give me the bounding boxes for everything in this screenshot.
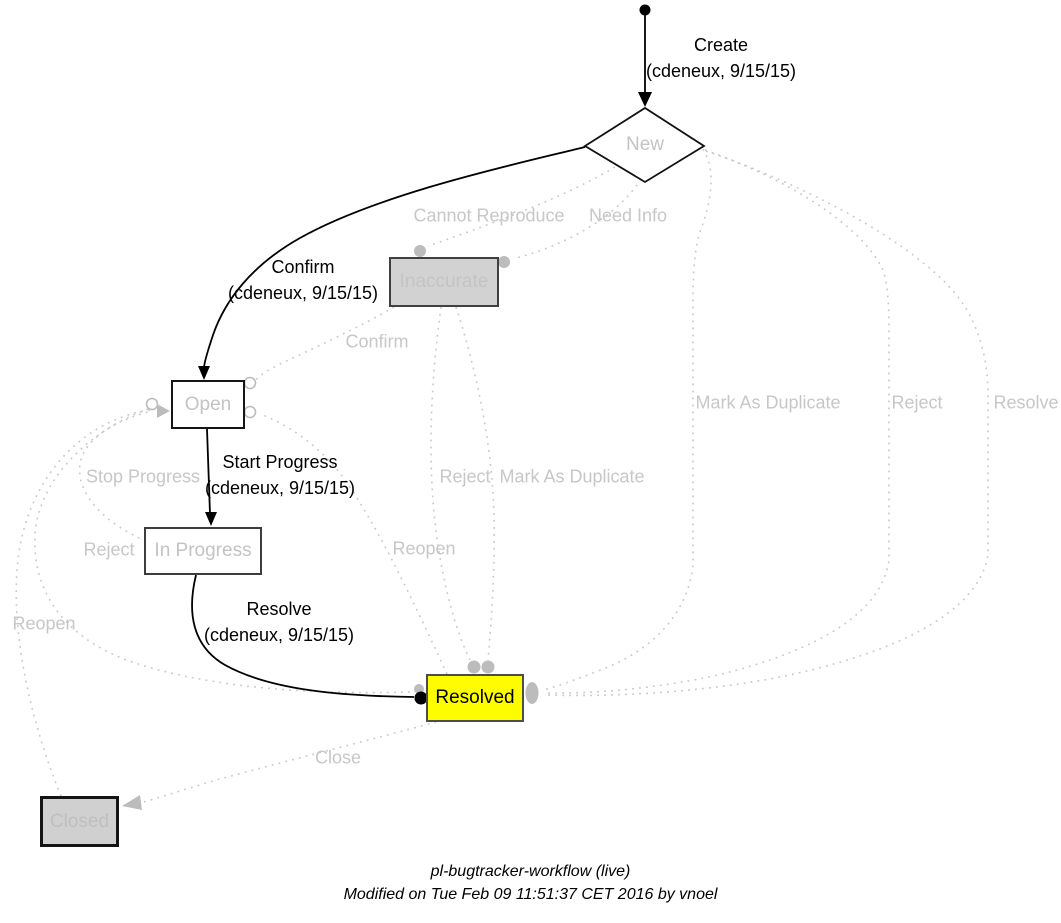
endpoint-dot	[414, 245, 426, 257]
arrowhead-into-open	[198, 366, 210, 380]
endpoint-dot	[468, 661, 481, 674]
edge-markdup-new-resolved	[543, 149, 711, 690]
edge-label-reject-right: Reject	[891, 392, 943, 413]
edge-label-mark-as-duplicate-mid: Mark As Duplicate	[499, 466, 645, 487]
edge-resolve-new-resolved	[545, 151, 988, 695]
node-open[interactable]: Open	[171, 380, 245, 429]
edge-label-start-progress-by: (cdeneux, 9/15/15)	[204, 478, 356, 498]
node-closed[interactable]: Closed	[40, 796, 119, 847]
edge-label-mark-as-duplicate-right: Mark As Duplicate	[695, 392, 841, 413]
edge-label-reopen-left: Reopen	[12, 613, 76, 634]
node-inaccurate[interactable]: Inaccurate	[389, 257, 499, 307]
node-resolved[interactable]: Resolved	[426, 674, 524, 722]
endpoint-dot	[526, 682, 539, 704]
arrowhead-into-inprogress	[205, 512, 217, 526]
endpoint-circle	[245, 378, 256, 389]
edge-label-confirm	[228, 254, 378, 306]
edge-label-confirm-gray: Confirm	[345, 331, 409, 352]
edge-label-resolve-by: (cdeneux, 9/15/15)	[203, 625, 355, 645]
edge-label-resolve-right: Resolve	[993, 392, 1059, 413]
edge-label-create-by: (cdeneux, 9/15/15)	[645, 61, 797, 81]
edge-label-create-action: Create	[693, 35, 749, 55]
node-in-progress[interactable]: In Progress	[144, 527, 262, 575]
edge-label-resolve	[204, 596, 354, 648]
endpoint-dot	[482, 661, 495, 674]
edge-label-cannot-reproduce: Cannot Reproduce	[413, 205, 565, 226]
workflow-title: pl-bugtracker-workflow (live)	[430, 863, 631, 880]
workflow-modified: Modified on Tue Feb 09 11:51:37 CET 2016 by vnoel	[343, 886, 718, 903]
gray-arrowhead-into-closed	[122, 795, 142, 810]
edge-label-start-progress	[205, 449, 355, 501]
edge-label-need-info: Need Info	[588, 205, 668, 226]
edge-label-reject-mid: Reject	[439, 466, 491, 487]
edge-label-confirm-by: (cdeneux, 9/15/15)	[227, 283, 379, 303]
endpoint-circle	[147, 399, 158, 410]
edge-label-confirm-action: Confirm	[271, 257, 335, 277]
edge-label-stop-progress: Stop Progress	[85, 466, 201, 487]
edge-label-reject-left: Reject	[83, 539, 135, 560]
endpoint-circle	[245, 407, 256, 418]
edge-label-create	[646, 32, 796, 84]
edge-label-start-progress-action: Start Progress	[222, 452, 338, 472]
edge-label-reopen-mid: Reopen	[392, 538, 456, 559]
diagram-footer	[0, 860, 1061, 906]
arrowhead-into-new	[638, 92, 652, 107]
gray-arrowhead-into-open	[157, 404, 170, 418]
initial-state-dot	[640, 5, 651, 16]
edge-reject-new-resolved	[543, 150, 889, 693]
node-new-label: New	[625, 134, 665, 155]
edge-label-close: Close	[314, 747, 362, 768]
edge-label-resolve-action: Resolve	[246, 599, 312, 619]
endpoint-dot	[498, 256, 510, 268]
edge-close	[140, 722, 436, 803]
